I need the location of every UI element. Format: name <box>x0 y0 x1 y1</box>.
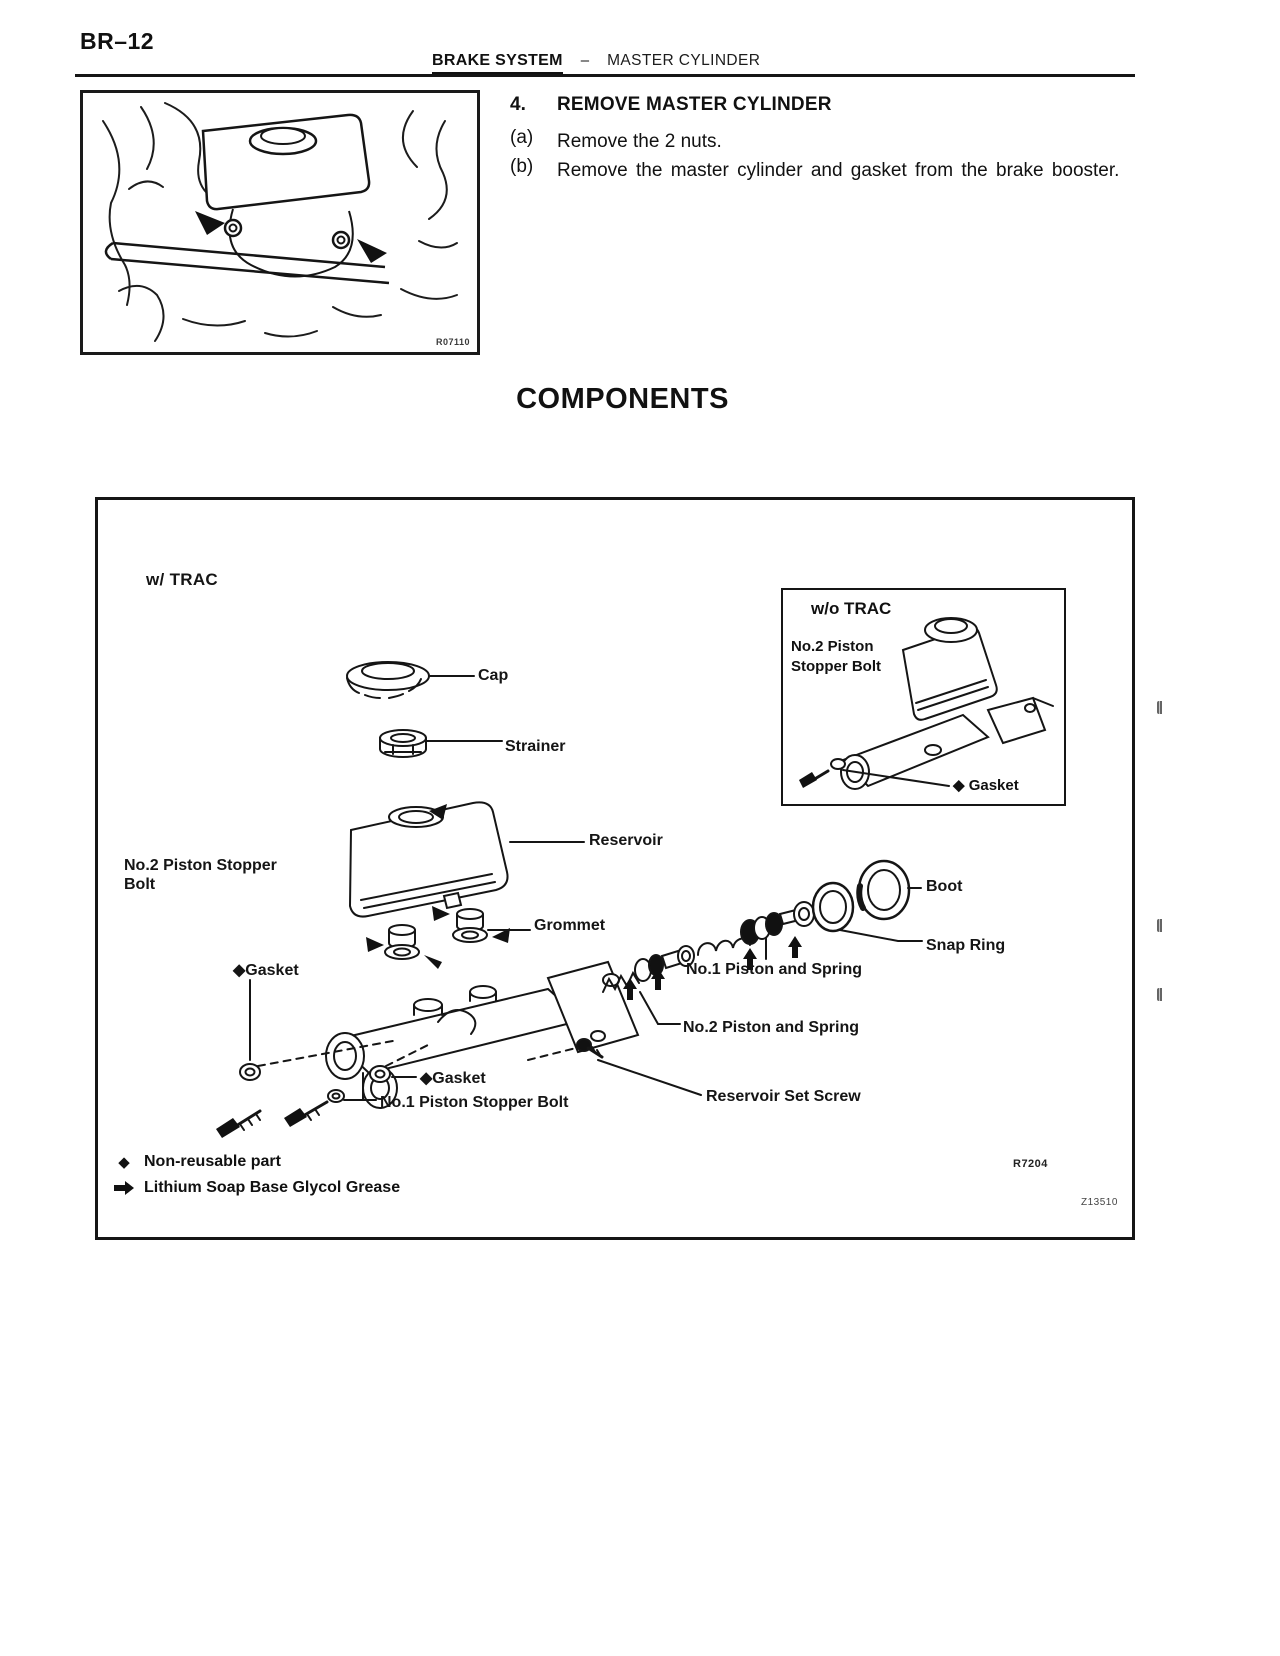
scan-artifact <box>1157 988 1167 1001</box>
label-cap: Cap <box>478 667 509 684</box>
label-boot: Boot <box>926 878 963 895</box>
arrow-right-icon <box>114 1181 134 1195</box>
diamond-icon: ◆ <box>118 1154 130 1171</box>
header-section-title: BRAKE SYSTEM <box>432 52 563 74</box>
label-grommet: Grommet <box>534 917 606 934</box>
step-number: 4. <box>510 94 526 115</box>
boot-drawing <box>859 861 921 919</box>
procedure-step <box>510 94 832 116</box>
label-snap-ring: Snap Ring <box>926 937 1006 954</box>
item-label: (b) <box>510 156 534 177</box>
legend-text: Non-reusable part <box>144 1153 281 1170</box>
item-text: Remove the 2 nuts. <box>557 131 722 152</box>
item-text: Remove the master cylinder and gasket from the brake booster. <box>557 160 1120 181</box>
inset-gasket-label: ◆ Gasket <box>953 777 1019 794</box>
page-header <box>432 52 760 74</box>
label-strainer: Strainer <box>505 738 566 755</box>
figure-code: R07110 <box>435 337 470 347</box>
inset-title: w/o TRAC <box>811 599 892 618</box>
scan-artifact <box>1157 701 1167 714</box>
procedure-item <box>510 156 1135 185</box>
label-no2-piston-and-spring: No.2 Piston and Spring <box>683 1019 860 1036</box>
nut-arrow-right <box>357 239 387 263</box>
components-diagram <box>95 497 1135 1240</box>
diagram-page-code: Z13510 <box>1081 1197 1118 1208</box>
item-label: (a) <box>510 127 534 148</box>
inset-wo-trac <box>781 588 1066 806</box>
legend <box>114 1149 400 1201</box>
cap-drawing <box>347 662 474 698</box>
label-no1-piston-and-spring: No.1 Piston and Spring <box>686 961 863 978</box>
diagram-figure-code: R7204 <box>1013 1158 1048 1170</box>
header-rule <box>75 74 1135 77</box>
scan-artifact <box>1157 919 1167 932</box>
procedure-item <box>510 127 722 156</box>
label-reservoir: Reservoir <box>589 832 663 849</box>
engine-bay-figure <box>80 90 480 355</box>
engine-bay-illustration <box>83 93 477 352</box>
page-number: BR–12 <box>80 28 155 54</box>
reservoir-drawing <box>350 802 584 916</box>
legend-item-grease <box>114 1175 400 1201</box>
label-gasket-bottom: ◆Gasket <box>420 1070 486 1087</box>
set-screw-drawing <box>528 1039 701 1095</box>
grommet-drawing <box>366 906 530 969</box>
header-separator: – <box>580 52 590 69</box>
inset-bolt-label: No.2 Piston Stopper Bolt <box>791 638 881 675</box>
label-no1-piston-stopper-bolt: No.1 Piston Stopper Bolt <box>380 1094 569 1111</box>
nut-arrow-left <box>195 211 225 235</box>
strainer-drawing <box>380 730 502 757</box>
legend-text: Lithium Soap Base Glycol Grease <box>144 1179 401 1196</box>
step-title: REMOVE MASTER CYLINDER <box>557 94 832 115</box>
gasket-and-bolts-drawing <box>216 980 430 1138</box>
label-no2-piston-stopper-bolt: No.2 Piston Stopper Bolt <box>124 857 277 894</box>
header-topic-title: MASTER CYLINDER <box>607 52 761 69</box>
variant-label: w/ TRAC <box>146 570 218 589</box>
components-heading: COMPONENTS <box>516 383 729 415</box>
label-reservoir-set-screw: Reservoir Set Screw <box>706 1088 861 1105</box>
inset-drawing <box>783 590 1062 802</box>
legend-item-non-reusable <box>114 1149 400 1175</box>
label-gasket-left: ◆Gasket <box>233 962 299 979</box>
